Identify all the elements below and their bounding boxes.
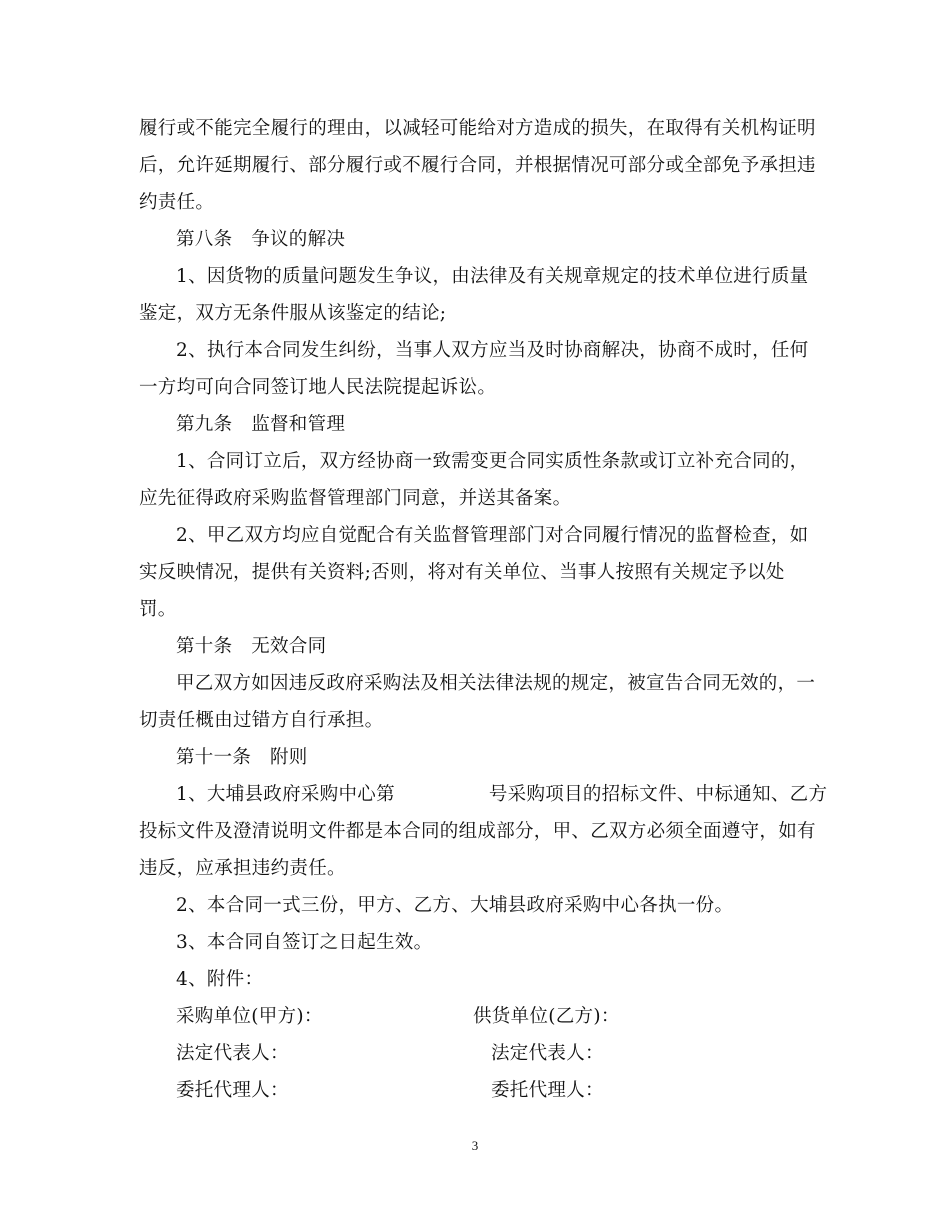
text-line: 鉴定，双方无条件服从该鉴定的结论; [139,303,447,324]
text-line: 1、大埔县政府采购中心第 号采购项目的招标文件、中标通知、乙方 [176,784,828,805]
text-line: 履行或不能完全履行的理由，以减轻可能给对方造成的损失，在取得有关机构证明 [139,118,816,139]
text-line: 4、附件： [176,969,264,990]
text-line: 一方均可向合同签订地人民法院提起诉讼。 [139,377,497,398]
text-line: 3、本合同自签订之日起生效。 [176,932,433,953]
text-line: 2、本合同一式三份，甲方、乙方、大埔县政府采购中心各执一份。 [176,895,734,916]
section-heading: 第八条 争议的解决 [176,229,346,250]
buyer-representative-label: 法定代表人： [176,1043,289,1064]
text-line: 2、执行本合同发生纠纷，当事人双方应当及时协商解决，协商不成时，任何 [176,340,809,361]
text-line: 1、因货物的质量问题发生争议，由法律及有关规章规定的技术单位进行质量 [176,266,809,287]
text-line: 甲乙双方如因违反政府采购法及相关法律法规的规定，被宣告合同无效的，一 [176,673,816,694]
supplier-unit-label: 供货单位(乙方)： [473,1006,620,1027]
section-heading: 第九条 监督和管理 [176,414,346,435]
supplier-agent-label: 委托代理人： [491,1080,604,1101]
buyer-agent-label: 委托代理人： [176,1080,289,1101]
text-line: 2、甲乙双方均应自觉配合有关监督管理部门对合同履行情况的监督检查，如 [176,525,809,546]
section-heading: 第十一条 附则 [176,747,308,768]
page-number: 3 [471,1138,479,1153]
text-line: 应先征得政府采购监督管理部门同意，并送其备案。 [139,488,572,509]
section-heading: 第十条 无效合同 [176,636,327,657]
supplier-representative-label: 法定代表人： [491,1043,604,1064]
text-line: 1、合同订立后，双方经协商一致需变更合同实质性条款或订立补充合同的， [176,451,809,472]
text-line: 罚。 [139,599,177,620]
text-line: 切责任概由过错方自行承担。 [139,710,384,731]
buyer-unit-label: 采购单位(甲方)： [176,1006,323,1027]
text-line: 实反映情况，提供有关资料;否则，将对有关单位、当事人按照有关规定予以处 [139,562,785,583]
text-line: 违反，应承担违约责任。 [139,858,346,879]
text-line: 约责任。 [139,192,215,213]
text-line: 投标文件及澄清说明文件都是本合同的组成部分，甲、乙双方必须全面遵守，如有 [139,821,816,842]
text-line: 后，允许延期履行、部分履行或不履行合同，并根据情况可部分或全部免予承担违 [139,155,816,176]
